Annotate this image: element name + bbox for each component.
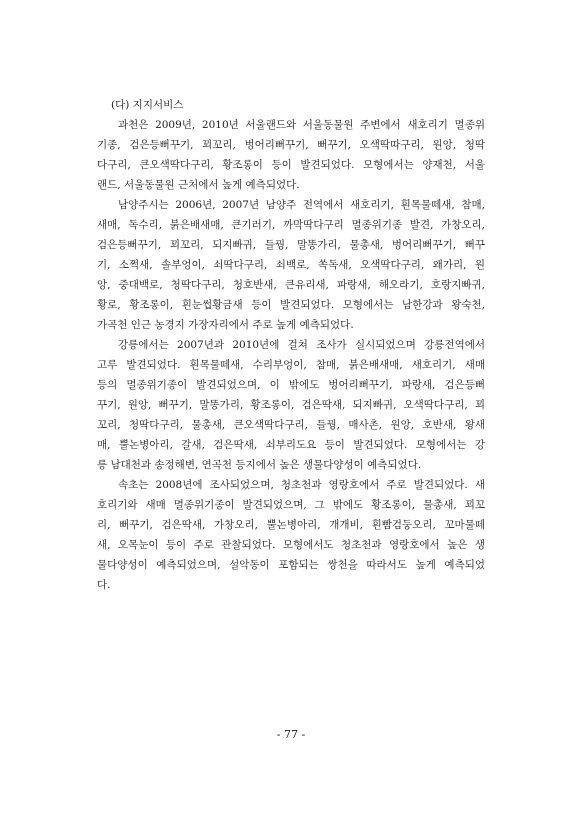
- text-line: 등의 멸종위기종이 발견되었으며, 이 밖에도 벙어리뻐꾸기, 파랑새, 검은등뻐: [97, 379, 485, 391]
- page-number: - 77 -: [276, 728, 306, 741]
- document-body: [97, 95, 485, 595]
- paragraph-gwacheon: [97, 115, 485, 195]
- text-line: 앙, 중대백로, 청딱다구리, 청호반새, 큰유리새, 파랑새, 해오라기, 호랑지빠귀,: [97, 279, 485, 291]
- text-line: 물다양성이 예측되었으며, 설악동이 포함되는 쌍천을 따라서도 높게 예측되었: [97, 559, 485, 571]
- text-line: 꼬리, 청딱다구리, 물총새, 큰오색딱다구리, 들꿩, 매사촌, 원앙, 호반새, 왕새: [97, 419, 485, 431]
- text-line: 다구리, 큰오색딱다구리, 황조롱이 등이 발견되었다. 모형에서는 양재천, 서울: [97, 159, 485, 171]
- text-line: 매, 뿔논병아리, 갈새, 검은딱새, 쇠부리도요 등이 발견되었다. 모형에서는 강: [97, 439, 485, 451]
- text-line: 호리기와 새매 멸종위기종이 발견되었으며, 그 밖에도 황조롱이, 물총새, 꾀꼬: [97, 499, 485, 511]
- text-line: 새, 오목눈이 등이 주로 관찰되었다. 모형에서도 청초천과 영랑호에서 높은 생: [97, 539, 485, 551]
- text-line: 기종, 검은등뻐꾸기, 꾀꼬리, 벙어리뻐꾸기, 뻐꾸기, 오색딱따구리, 원앙, 청딱: [97, 139, 485, 151]
- text-line: 랜드, 서울동물원 근처에서 높게 예측되었다.: [97, 179, 300, 191]
- paragraph-gangneung: [97, 335, 485, 475]
- text-line: 고루 발견되었다. 흰목물떼새, 수리부엉이, 참매, 붉은배새매, 새호리기, 새매: [97, 359, 485, 371]
- section-heading: (다) 지지서비스: [111, 99, 184, 111]
- text-line: 기, 소쩍새, 솔부엉이, 쇠딱다구리, 쇠백로, 쏙독새, 오색딱다구리, 왜가리, 원: [97, 259, 485, 271]
- text-line: 다.: [97, 579, 111, 591]
- text-line: 황로, 황조롱이, 흰눈썹황금새 등이 발견되었다. 모형에서는 남한강과 왕숙천,: [97, 299, 485, 311]
- text-line: 꾸기, 원앙, 뻐꾸기, 말똥가리, 황조롱이, 검은딱새, 되지빠귀, 오색딱다구리, 꾀: [97, 399, 485, 411]
- text-line: 새매, 독수리, 붉은배새매, 큰기러기, 까막딱다구리 멸종위기종 발견, 가창오리,: [97, 219, 485, 231]
- text-line: 가곡천 인근 농경지 가장자리에서 주로 높게 예측되었다.: [97, 319, 354, 331]
- text-line: 강릉에서는 2007년과 2010년에 걸쳐 조사가 실시되었으며 강릉전역에서: [118, 339, 485, 351]
- text-line: 검은등뻐꾸기, 꾀꼬리, 되지빠귀, 들꿩, 말똥가리, 물총새, 벙어리뻐꾸기, 뻐꾸: [97, 239, 485, 251]
- text-line: 속초는 2008년에 조사되었으며, 청초천과 영랑호에서 주로 발견되었다. 새: [118, 479, 485, 491]
- text-line: 과천은 2009년, 2010년 서울랜드와 서울동물원 주변에서 새호리기 멸종위: [118, 119, 485, 131]
- text-line: 릉 남대천과 송정해변, 연곡천 등지에서 높은 생물다양성이 예측되었다.: [97, 459, 422, 471]
- text-line: 리, 뻐꾸기, 검은딱새, 가창오리, 뿔논병아리, 개개비, 흰빰검둥오리, 꼬마물떼: [97, 519, 485, 531]
- paragraph-sokcho: [97, 475, 485, 595]
- paragraph-namyangju: [97, 195, 485, 335]
- text-line: 남양주시는 2006년, 2007년 남양주 전역에서 새호리기, 흰목물떼새, 참매,: [118, 199, 485, 211]
